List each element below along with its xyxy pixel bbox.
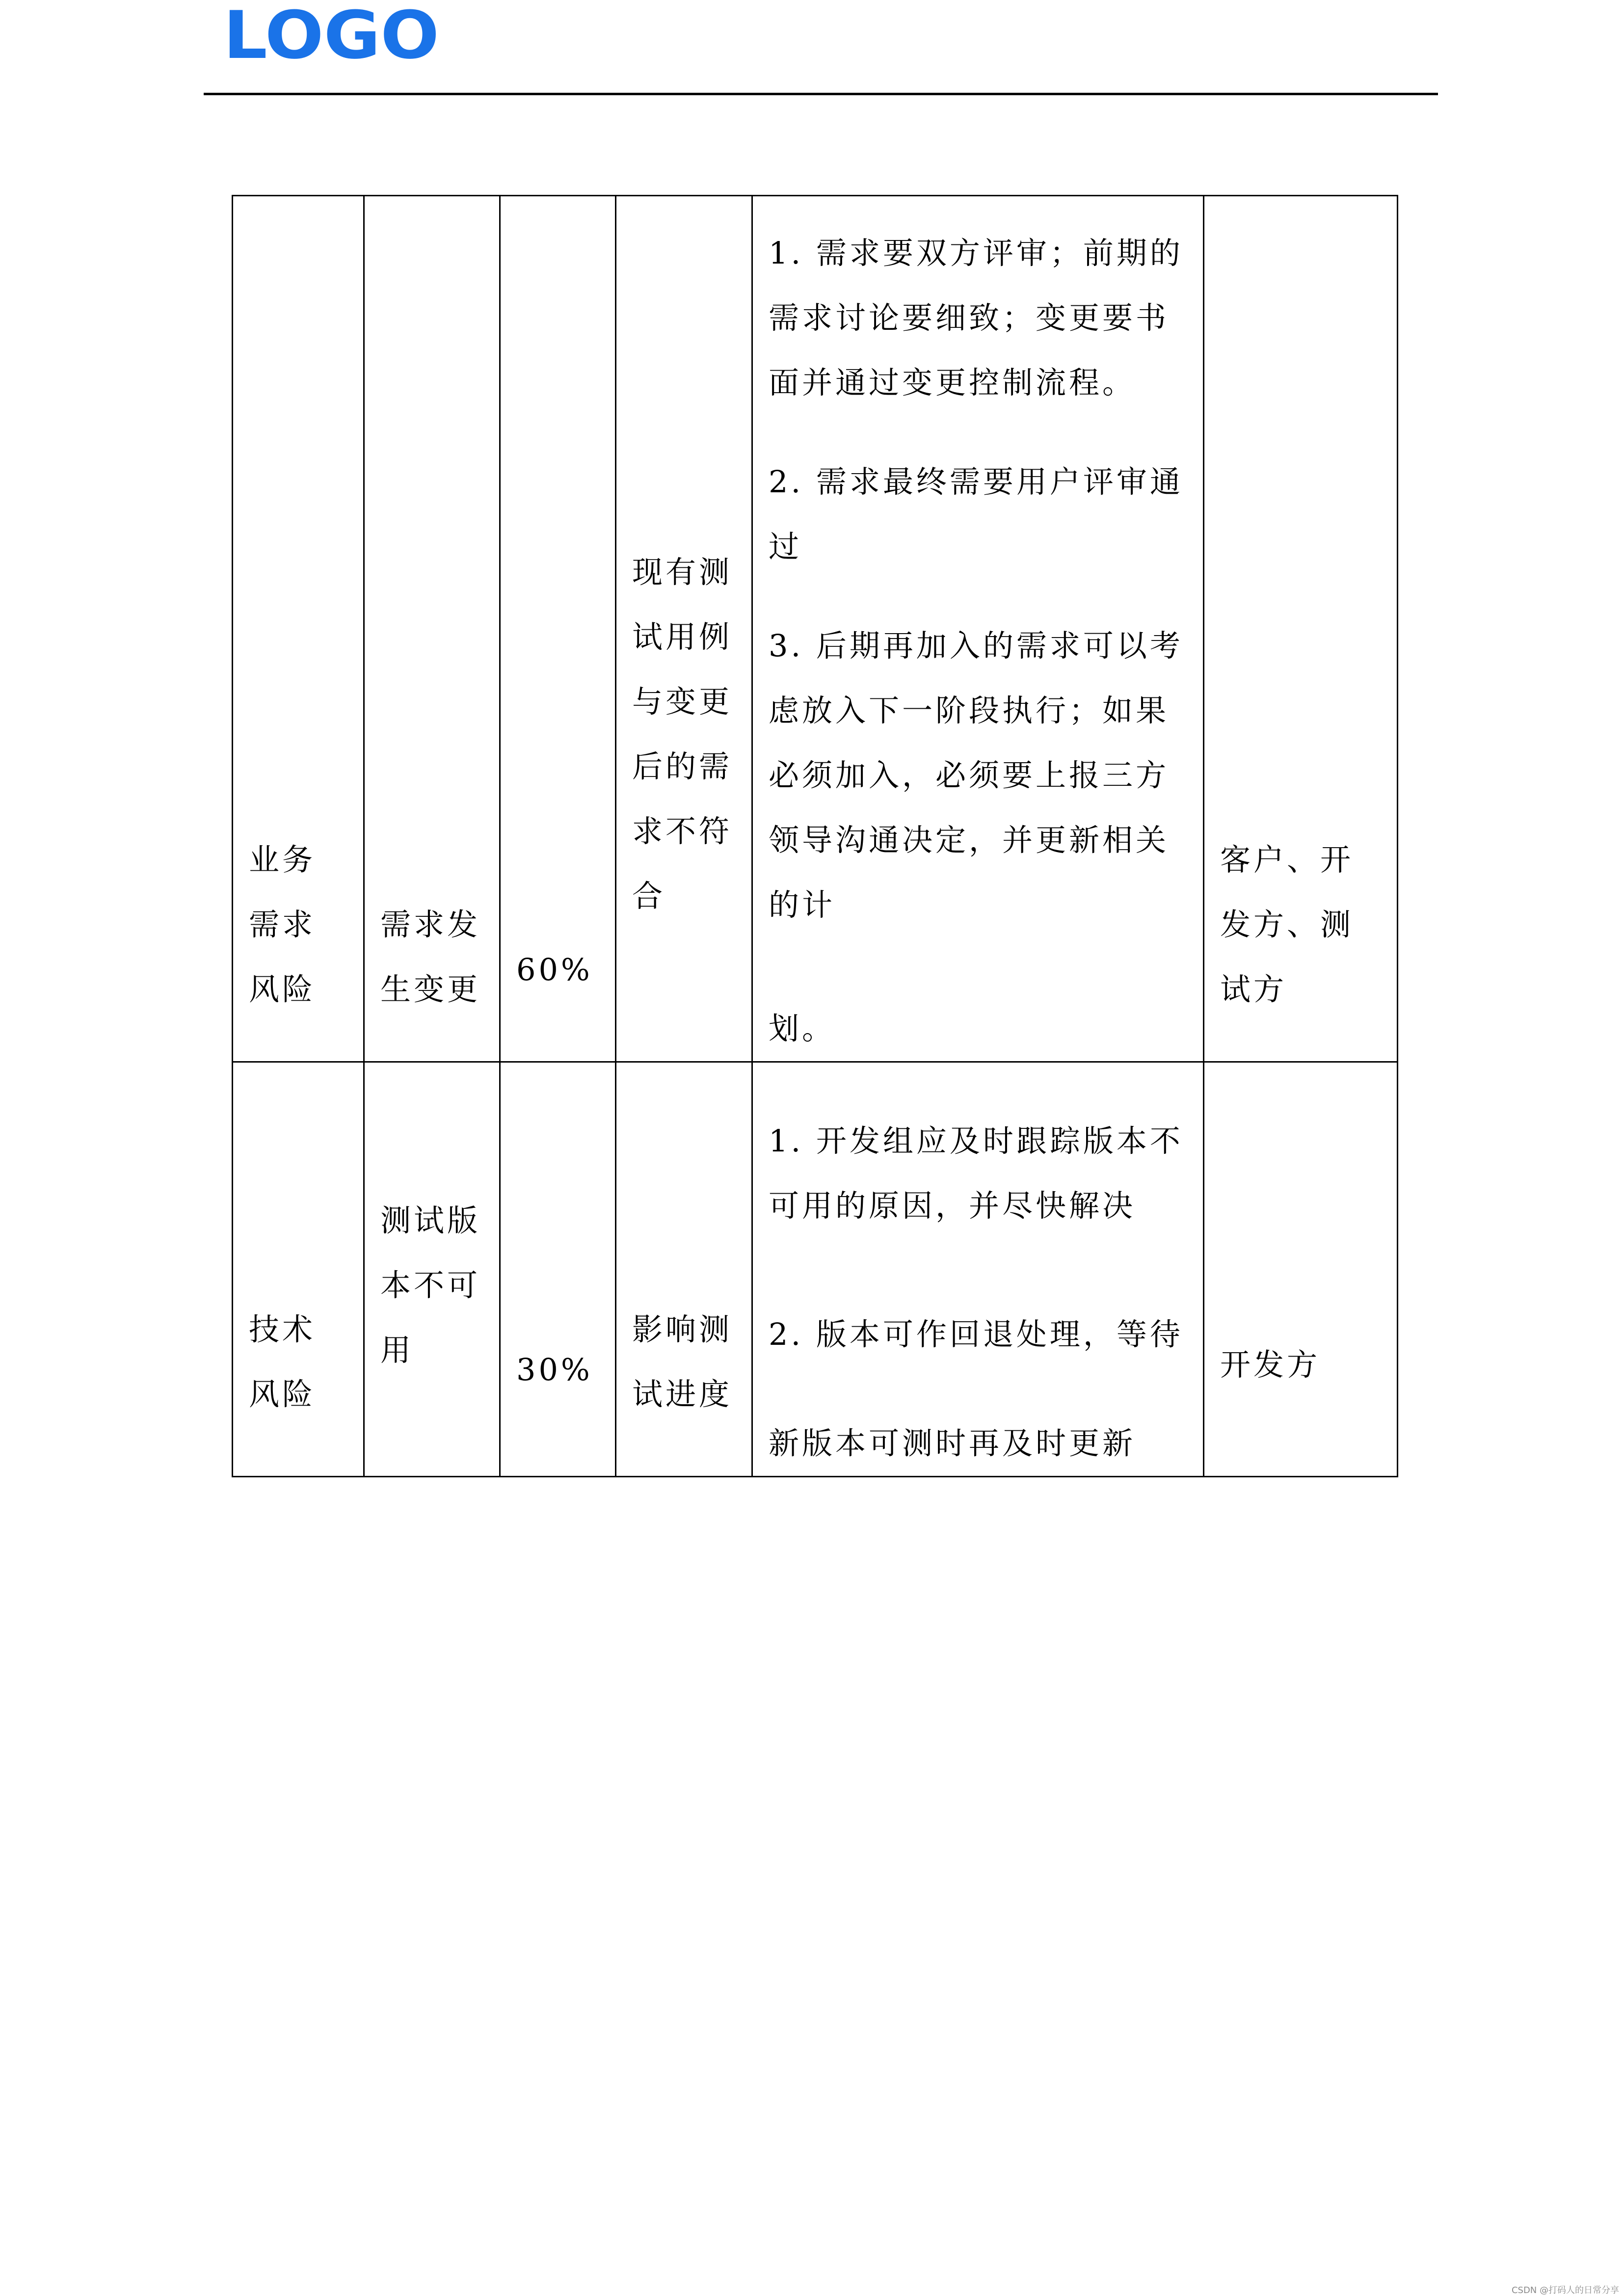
impact-cell xyxy=(616,196,752,1062)
probability-cell xyxy=(500,196,616,1062)
logo xyxy=(223,6,439,65)
measure-item: 新版本可测时再及时更新 xyxy=(769,1425,1136,1461)
risk-category-cell xyxy=(233,196,364,1062)
header-rule xyxy=(204,93,1438,95)
risk-table xyxy=(232,195,1398,1477)
impact-cell xyxy=(616,1062,752,1477)
probability: 60% xyxy=(516,952,593,988)
owner: 客户、开发方、测试方 xyxy=(1220,842,1354,1007)
risk-description-cell xyxy=(364,196,500,1062)
measure-item: 2. 需求最终需要用户评审通过 xyxy=(769,464,1183,564)
measure-item: 1. 开发组应及时跟踪版本不可用的原因，并尽快解决 xyxy=(769,1123,1183,1224)
owner: 开发方 xyxy=(1220,1347,1321,1383)
measure-item: 1. 需求要双方评审；前期的需求讨论要细致；变更要书面并通过变更控制流程。 xyxy=(769,235,1183,400)
impact: 现有测试用例与变更后的需求不符合 xyxy=(632,554,733,914)
measures-cell xyxy=(752,1062,1204,1477)
risk-category: 技术风险 xyxy=(249,1311,316,1412)
risk-description-cell xyxy=(364,1062,500,1477)
probability: 30% xyxy=(516,1352,593,1388)
measure-item: 划。 xyxy=(769,1011,836,1046)
table-row xyxy=(233,196,1398,1062)
owner-cell xyxy=(1204,1062,1398,1477)
measure-item: 3. 后期再加入的需求可以考虑放入下一阶段执行；如果必须加入，必须要上报三方领导沟通决定，并更新相关的计 xyxy=(769,628,1183,923)
owner-cell xyxy=(1204,196,1398,1062)
measure-item: 2. 版本可作回退处理，等待 xyxy=(769,1316,1183,1352)
logo-text: LOGO xyxy=(223,6,439,65)
impact: 影响测试进度 xyxy=(632,1311,733,1412)
risk-category: 业务需求风险 xyxy=(249,842,316,1007)
measures-cell xyxy=(752,196,1204,1062)
risk-category-cell xyxy=(233,1062,364,1477)
table-row xyxy=(233,1062,1398,1477)
risk-description: 测试版本不可用 xyxy=(380,1202,481,1368)
risk-description: 需求发生变更 xyxy=(380,907,481,1007)
watermark: CSDN @打码人的日常分享 xyxy=(1511,2285,1619,2296)
probability-cell xyxy=(500,1062,616,1477)
